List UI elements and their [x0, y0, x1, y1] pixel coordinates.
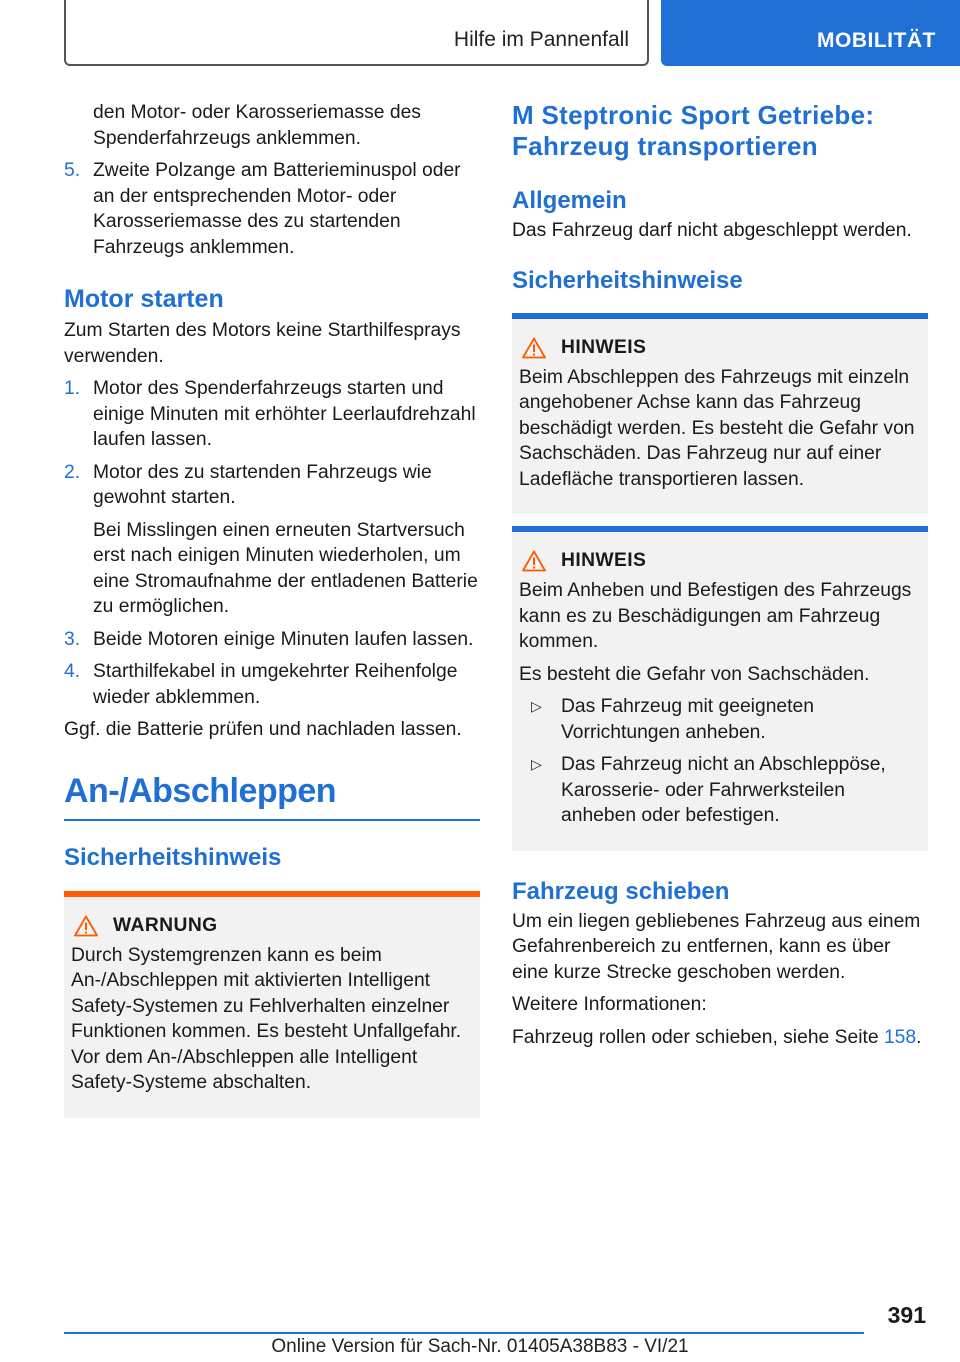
header-section-title: Hilfe im Pannenfall: [453, 28, 629, 51]
battery-note: Ggf. die Batterie prüfen und nachladen lassen.: [64, 719, 462, 740]
list-item: [519, 752, 921, 829]
more-info-label: Weitere Informationen:: [512, 994, 707, 1015]
step-number: 3.: [64, 628, 81, 650]
step-text: Starthilfekabel in umgekehrter Reihenfolge wieder abklemmen.: [93, 661, 458, 708]
page-number: 391: [887, 1302, 926, 1328]
warning-box: [64, 891, 480, 1118]
step-text: Zweite Polzange am Batterieminuspol oder an der entsprechenden Motor- oder Karosseriemasse des zu startenden Fahrzeugs anklemmen.: [93, 160, 461, 258]
notice-box: [512, 313, 928, 515]
reference-suffix: .: [916, 1026, 922, 1048]
step-text: Motor des zu startenden Fahrzeugs wie gewohnt starten.: [93, 461, 432, 508]
list-item: [519, 694, 921, 745]
notice-box: [512, 526, 928, 851]
warning-triangle-icon: [522, 550, 546, 572]
step-number: 4.: [64, 661, 81, 682]
triangle-bullet-icon: ▷: [531, 756, 542, 772]
motor-start-intro: Zum Starten des Motors keine Starthilfesprays verwenden.: [64, 320, 461, 367]
warning-triangle-icon: [74, 915, 98, 937]
towing-safety-heading: Sicherheitshinweis: [64, 843, 282, 871]
bullet-text: Das Fahrzeug mit geeigneten Vorrichtungen anheben.: [561, 696, 814, 743]
page-reference-link[interactable]: 158: [883, 1026, 917, 1048]
warning-label: WARNUNG: [113, 914, 218, 936]
list-item: [64, 158, 480, 260]
notice-label: HINWEIS: [561, 336, 647, 358]
push-text: Um ein liegen gebliebenes Fahrzeug aus einem Gefahrenbereich zu entfernen, kann es über eine kurze Strecke geschoben werden.: [512, 910, 921, 983]
transport-title: M Steptronic Sport Getriebe: Fahrzeug transportieren: [512, 100, 875, 161]
motor-start-heading: Motor starten: [64, 285, 224, 313]
reference-text: [512, 1025, 928, 1051]
header-chapter-title: MOBILITÄT: [817, 29, 936, 52]
general-heading: Allgemein: [512, 187, 627, 214]
step-number: 5.: [64, 160, 81, 181]
reference-prefix: Fahrzeug rollen oder schieben, siehe Seite: [512, 1026, 884, 1048]
warning-text: Durch Systemgrenzen kann es beim An-/Abschleppen mit aktivierten Intelligent Safety-Systemen zu Fehlverhalten einzelner Funktionen kommen. Es besteht Unfallgefahr. Vor dem An-/Abschleppen alle Intelligent Safety-Systeme abschalten.: [71, 944, 462, 1093]
bullet-text: Das Fahrzeug nicht an Abschleppöse, Karosserie- oder Fahrwerksteilen anheben oder befestigen.: [561, 754, 886, 826]
general-text: Das Fahrzeug darf nicht abgeschleppt werden.: [512, 220, 912, 241]
towing-heading: An-/Abschleppen: [64, 771, 480, 821]
list-item: [64, 460, 480, 620]
list-item: [64, 659, 480, 710]
header-section-box: [64, 0, 649, 66]
step-text: Beide Motoren einige Minuten laufen lassen.: [93, 628, 474, 650]
step-number: 1.: [64, 378, 81, 399]
step-extra-text: Bei Misslingen einen erneuten Startversuch erst nach einigen Minuten wiederholen, um eine Stromaufnahme der entladenen Batterie zu ermöglichen.: [93, 519, 478, 617]
notice-label: HINWEIS: [561, 550, 647, 571]
left-column: [64, 100, 480, 1118]
step-text: Motor des Spenderfahrzeugs starten und einige Minuten mit erhöhter Leerlaufdrehzahl laufen lassen.: [93, 378, 476, 450]
header-chapter-tab: [661, 0, 960, 66]
notice-text-secondary: Es besteht die Gefahr von Sachschäden.: [519, 663, 870, 685]
push-heading: Fahrzeug schieben: [512, 877, 730, 905]
step-number: 2.: [64, 461, 81, 483]
list-item: [64, 376, 480, 453]
footer-divider: [64, 1332, 864, 1334]
triangle-bullet-icon: ▷: [531, 698, 542, 714]
notice-text: Beim Anheben und Befestigen des Fahrzeugs kann es zu Beschädigungen am Fahrzeug kommen.: [519, 580, 912, 652]
list-item: [64, 627, 480, 653]
footer-online-version: Online Version für Sach-Nr. 01405A38B83 - VI/21: [271, 1336, 689, 1357]
continued-step-text: den Motor- oder Karosseriemasse des Spenderfahrzeugs anklemmen.: [93, 102, 421, 149]
warning-triangle-icon: [522, 337, 546, 359]
notice-text: Beim Abschleppen des Fahrzeugs mit einzeln angehobener Achse kann das Fahrzeug beschädigt werden. Es besteht die Gefahr von Sachschäden. Das Fahrzeug nur auf einer Ladefläche transportieren lassen.: [519, 366, 915, 490]
right-column: [512, 100, 928, 1057]
safety-notes-heading: Sicherheitshinweise: [512, 266, 743, 294]
